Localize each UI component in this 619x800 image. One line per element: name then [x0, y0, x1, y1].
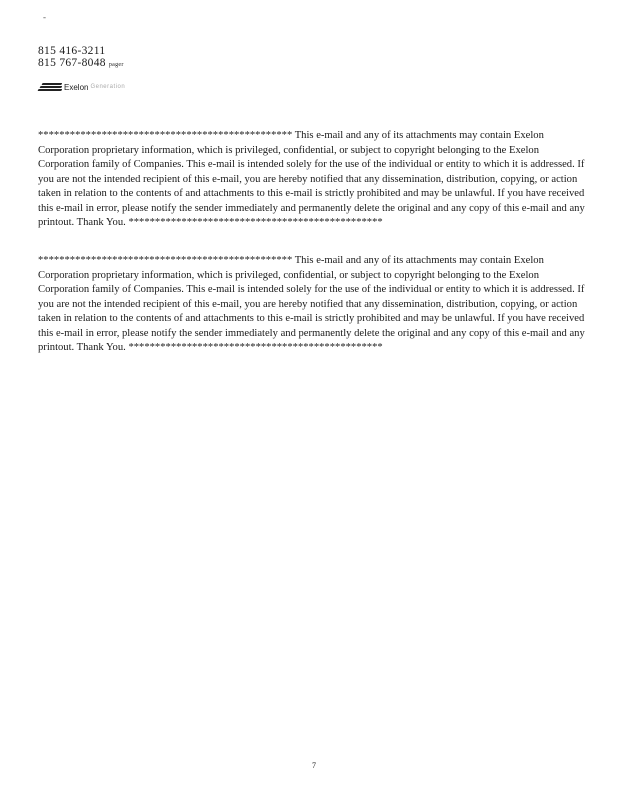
company-name: Exelon — [64, 82, 89, 92]
contact-block — [38, 45, 124, 71]
phone-primary: 815 416-3211 — [38, 45, 106, 57]
disclaimer-paragraph: ************************************************ This e-mail and any of its attachments may contain Exelon Corporation proprietary information, which is privileged, confidential, or subject to copyright belonging to the Exelon Corporation family of Companies. This e-mail is intended solely for the use of the individual or entity to which it is addressed. If you are not the intended recipient of this e-mail, you are hereby notified that any dissemination, distribution, copying, or action taken in relation to the contents of and attachments to this e-mail is strictly prohibited and may be unlawful. If you have received this e-mail in error, please notify the sender immediately and permanently delete the original and any copy of this e-mail and any printout. Thank You. ************************************************ — [38, 130, 585, 228]
company-logo — [38, 82, 125, 92]
phone-pager-line — [38, 57, 124, 71]
page-number: 7 — [312, 761, 316, 770]
corner-mark: - — [43, 12, 46, 22]
pager-label: pager — [108, 62, 124, 68]
disclaimer-paragraph: ************************************************ This e-mail and any of its attachments may contain Exelon Corporation proprietary information, which is privileged, confidential, or subject to copyright belonging to the Exelon Corporation family of Companies. This e-mail is intended solely for the use of the individual or entity to which it is addressed. If you are not the intended recipient of this e-mail, you are hereby notified that any dissemination, distribution, copying, or action taken in relation to the contents of and attachments to this e-mail is strictly prohibited and may be unlawful. If you have received this e-mail in error, please notify the sender immediately and permanently delete the original and any copy of this e-mail and any printout. Thank You. ************************************************ — [38, 255, 585, 353]
exelon-logo-icon — [38, 83, 62, 91]
phone-pager: 815 767-8048 — [38, 57, 106, 69]
company-suffix: Generation — [90, 84, 126, 90]
